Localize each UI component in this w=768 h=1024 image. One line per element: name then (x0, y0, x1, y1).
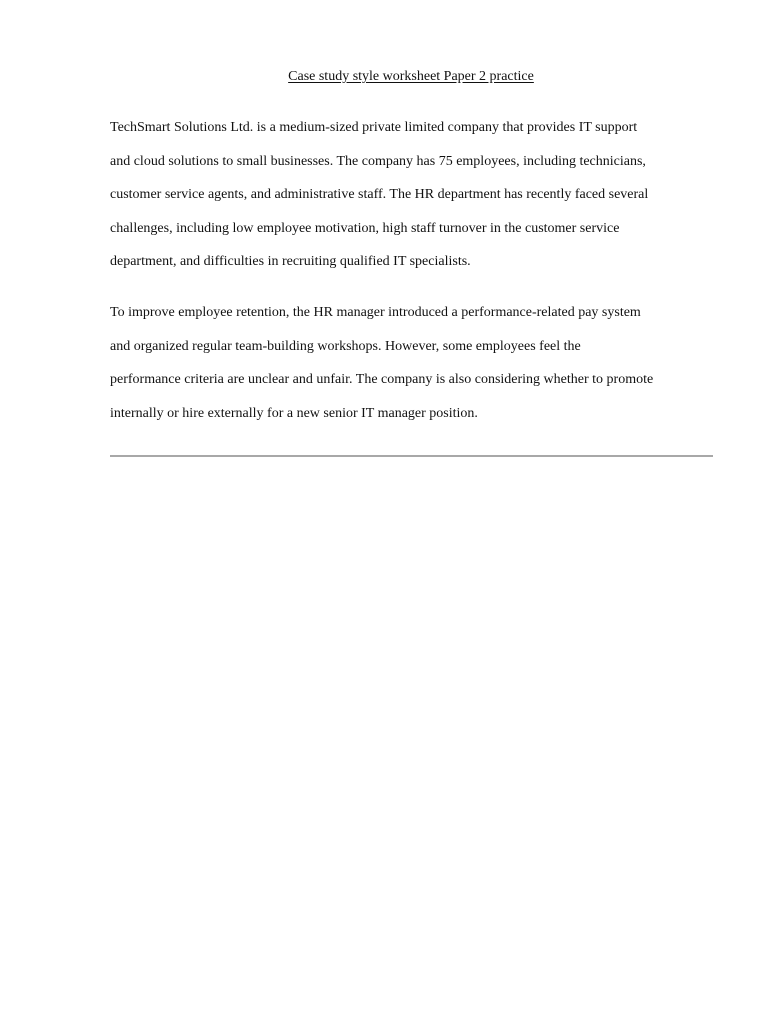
paragraph-line: department, and difficulties in recruiting qualified IT specialists. (110, 254, 471, 269)
paragraph-line: customer service agents, and administrative staff. The HR department has recently faced several (110, 187, 649, 202)
paragraph-line: performance criteria are unclear and unfair. The company is also considering whether to promote (110, 372, 654, 387)
case-paragraph-1 (110, 111, 720, 279)
case-paragraph-2 (110, 296, 720, 430)
paragraph-line: and cloud solutions to small businesses. The company has 75 employees, including technicians, (110, 153, 646, 169)
paragraph-line: challenges, including low employee motivation, high staff turnover in the customer service (110, 220, 620, 236)
section-divider (110, 455, 713, 457)
paragraph-line: and organized regular team-building workshops. However, some employees feel the (110, 338, 581, 354)
paragraph-line: internally or hire externally for a new senior IT manager position. (110, 405, 478, 421)
paragraph-line: To improve employee retention, the HR manager introduced a performance-related pay system (110, 305, 641, 320)
paragraph-line: TechSmart Solutions Ltd. is a medium-sized private limited company that provides IT support (110, 120, 638, 135)
page-title: Case study style worksheet Paper 2 practice (288, 69, 534, 84)
